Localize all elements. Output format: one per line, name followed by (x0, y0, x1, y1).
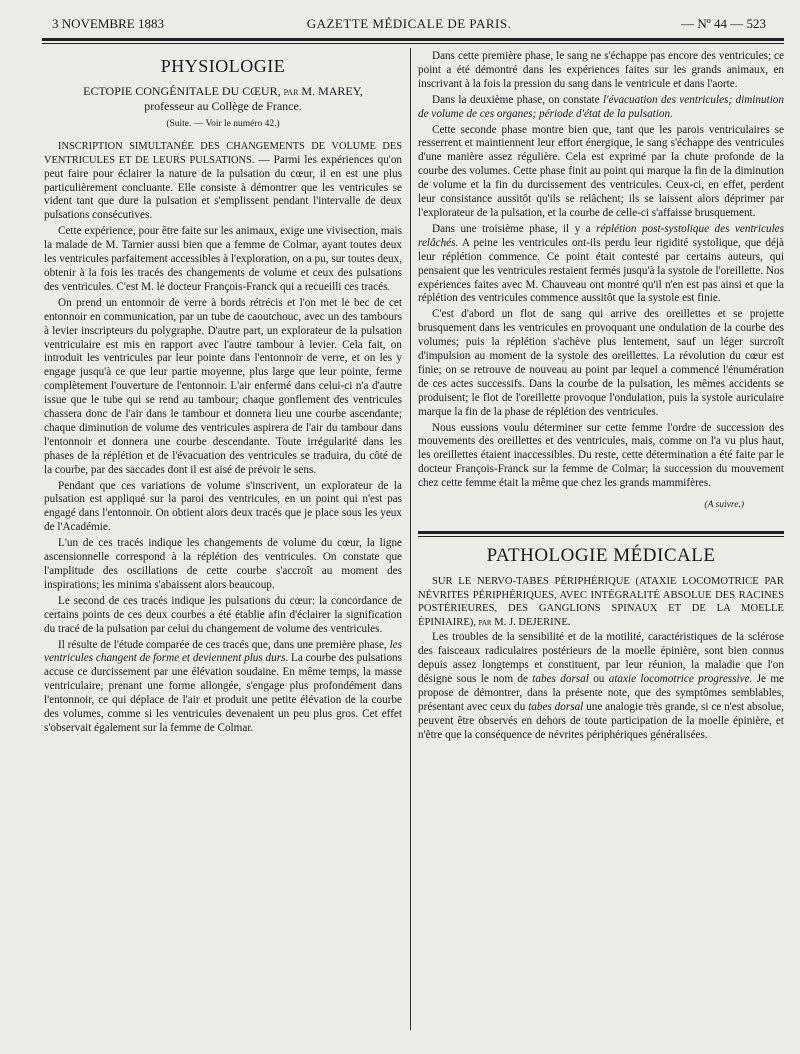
left-column (44, 50, 402, 736)
paragraph (418, 223, 784, 306)
paragraph (44, 639, 402, 736)
paragraph-text: une analogie très grande, si ce n'est absolue, peuvent être observés en dehors de toute participation de la moelle épinière, et n'être que la conséquence de névrites périphériques généralisées. (418, 700, 784, 741)
paragraph (418, 631, 784, 742)
paragraph-text: Dans la deuxième phase, on constate (432, 93, 604, 106)
italic-phrase: tabes dorsal (528, 700, 584, 713)
right-column (418, 50, 784, 743)
paragraph: C'est d'abord un flot de sang qui arrive des oreillettes et se projette brusquement dans les ventricules en provoquant une ondulation de la courbe des volumes; puis la réplétion s'achève plus lentement, sauf un léger surcroît d'impulsion au moment de la systole des oreillettes. La révolution du cœur est finie; on se retrouve de nouveau au point par lequel a commencé l'énumération de ces actes successifs. Dans la courbe de la pulsation, les mêmes accidents se produisent; le flot de l'oreillette provoque l'ondulation, puis la systole auriculaire marque la fin de la phase de réplétion des ventricules. (418, 308, 784, 418)
header-rule-thin (42, 43, 784, 44)
paragraph: On prend un entonnoir de verre à bords rétrécis et l'on met le bec de cet entonnoir en communication, par un tube de caoutchouc, avec un des tambours à levier inscripteurs du polygraphe. D'autre part, un explorateur de la pulsation ventriculaire est mis en rapport avec l'autre tambour à levier. Cela fait, on introduit les ventricules par leur pointe dans l'entonnoir de verre, et on les y engage jusqu'à ce que leur partie moyenne, plus large que leur pointe, ferme complètement l'ouverture de l'entonnoir. L'air enfermé dans celui-ci n'a d'autre issue que le tube qui se rend au tambour; chaque gonflement des ventricules chassera donc de l'air dans le tambour et donnera lieu une courbe ascendante; chaque diminution de volume des ventricules aspirera de l'air du tambour dans l'entonnoir et donnera une courbe descendante. Toute irrégularité dans les phases de la réplétion et de l'évacuation des ventricules se traduira, du côté de la courbe, par des saccades dont il est aisé de prévoir le sens. (44, 296, 402, 476)
paragraph: Dans cette première phase, le sang ne s'échappe pas encore des ventricules; ce point a été démontré dans les expériences faites sur les grands animaux, en inscrivant à la fois la pression du sang dans le ventricule et dans l'aorte. (418, 50, 784, 90)
paragraph-text: Il résulte de l'étude comparée de ces tracés que, dans une première phase, (58, 638, 390, 651)
paragraph: Cette expérience, pour être faite sur les animaux, exige une vivisection, mais la malade de M. Tarnier aussi bien que a femme de Colmar, ayant toutes deux les ventricules parfaitement accessibles à l'exploration, on a pu, sur toutes deux, obtenir à la fois les tracés des changements de volume et ceux des pulsations des ventricules. C'est M. le docteur François-Franck qui a recueilli ces tracés. (44, 225, 402, 293)
italic-phrase: tabes dorsal (532, 673, 589, 685)
paragraph: Nous eussions voulu déterminer sur cette femme l'ordre de succession des mouvements des oreillettes et des ventricules, mais, comme on l'a vu plus haut, les oreillettes étaient inaccessibles. Du reste, cette détermination a été faite par le docteur François-Franck sur la femme de Colmar; la succession du mouvement chez cette femme était la même que chez les grands mammifères. (418, 421, 784, 490)
issue-date: 3 NOVEMBRE 1883 (52, 16, 164, 31)
paragraph-text: ou (588, 673, 609, 685)
article2-title: SUR LE NERVO-TABES PÉRIPHÉRIQUE (ATAXIE LOCOMOTRICE PAR NÉVRITES PÉRIPHÉRIQUES, AVEC INTÉGRALITÉ ABSOLUE DES RACINES POSTÉRIEURES, DES GANGLIONS SPINAUX ET DE LA MOELLE ÉPINIAIRE), par M. J. DEJERINE. (418, 575, 784, 628)
paragraph-text: A peine les ventricules ont-ils perdu leur rigidité systolique, que déjà leur réplétion commence. Ce point était contesté par certains auteurs, qui pensaient que les ventricules restaient fermés jusqu'à la systole de l'oreillette. Nos expériences faites avec M. Chauveau ont montré qu'il n'en est pas ainsi et que la réplétion des ventricules commence aussitôt que la systole est finie. (418, 236, 784, 305)
section-title-physiologie: PHYSIOLOGIE (160, 56, 286, 76)
column-divider (410, 48, 411, 1030)
italic-phrase: les ventricules changent de forme et deviennent plus durs. (44, 638, 402, 665)
header-rule-thick (42, 38, 784, 41)
paragraph-text: Dans une troisième phase, il y a (432, 222, 597, 235)
page-number: — Nº 44 — 523 (681, 16, 766, 31)
paragraph (418, 94, 784, 122)
italic-phrase: ataxie locomotrice progressive. (608, 673, 753, 685)
paragraph: Le second de ces tracés indique les pulsations du cœur: la concordance de certains points de ces deux courbes a été établie afin d'éclairer la signification du tracé de la pulsation par celui du changement de volume des ventricules. (44, 594, 402, 635)
inscription-heading: INSCRIPTION SIMULTANÉE DES CHANGEMENTS DE VOLUME DES VENTRICULES ET DE LEURS PULSATIONS. (44, 140, 402, 166)
section-rule-thin (418, 536, 784, 537)
article-title: ECTOPIE CONGÉNITALE DU CŒUR, par M. MAREY, (83, 83, 363, 98)
italic-phrase: réplétion post-systolique des ventricules relâchés. (418, 222, 784, 249)
journal-title: GAZETTE MÉDICALE DE PARIS. (306, 16, 512, 31)
paragraph-text: Les troubles de la sensibilité et de la motilité, caractéristiques de la sclérose des faisceaux radiculaires postérieurs de la moelle épinière, sont bien connus depuis assez longtemps et constituent, par leur réunion, la maladie que l'on désigne sous le nom de (418, 631, 784, 685)
paragraph-text: Je me propose de démontrer, dans la présente note, que des symptômes semblables, présentant avec ceux du (418, 673, 785, 713)
section-title-pathologie: PATHOLOGIE MÉDICALE (486, 545, 716, 566)
paragraph-text: La courbe des pulsations accuse ce durcissement par une élévation soudaine. En même temps, la masse ventriculaire, prenant une forme allongée, s'engage plus profondément dans l'entonnoir, ce qui déplace de l'air et produit une petite élévation de la courbe des volumes, comme si les ventricules devenaient un peu plus gros. Cet effet s'observait également sur la femme de Colmar. (44, 652, 402, 734)
page-header (52, 14, 766, 36)
to-be-continued: (A suivre.) (704, 500, 744, 511)
paragraph: L'un de ces tracés indique les changements de volume du cœur, la ligne ascensionnelle correspond à la réplétion des ventricules. On constate que l'amplitude des oscillations de cette courbe s'accroît au moment des inspirations; les minima s'abaissent alors beaucoup. (44, 537, 402, 591)
article-author-title: professeur au Collège de France. (144, 98, 302, 113)
paragraph: Pendant que ces variations de volume s'inscrivent, un explorateur de la pulsation est appliqué sur la paroi des ventricules, en un point qui n'est pas engagé dans l'entonnoir. On obtient alors deux tracés que je place sous les yeux de l'Académie. (44, 479, 402, 534)
section-rule-thick (418, 531, 784, 534)
paragraph (44, 140, 402, 223)
italic-phrase: l'évacuation des ventricules; diminution de volume de ces organes; période d'état de la pulsation. (418, 93, 784, 120)
paragraph-text: — Parmi les expériences qu'on peut faire pour éclairer la nature de la pulsation du cœur, il en est une plus particulièrement concluante. Elle consiste à démontrer que les ventricules se vident tant que dure la pulsation et s'emplissent pendant l'intervalle de deux pulsations consécutives. (44, 153, 403, 222)
paragraph: Cette seconde phase montre bien que, tant que les parois ventriculaires se resserrent et maintiennent leur effort énergique, le sang s'échappe des ventricules d'une manière assez régulière. Cela est exprimé par la chute profonde de la courbe des volumes. Cette phase finit au point qui marque la fin de la diminution de volume et la fin du durcissement des ventricules. Ceux-ci, en effet, perdent leur consistance aussitôt qu'ils se relâchent; ils se laissent alors déprimer par l'explorateur de la pulsation, et la courbe de celle-ci s'affaisse brusquement. (418, 123, 784, 219)
continuation-note: (Suite. — Voir le numéro 42.) (166, 118, 280, 129)
